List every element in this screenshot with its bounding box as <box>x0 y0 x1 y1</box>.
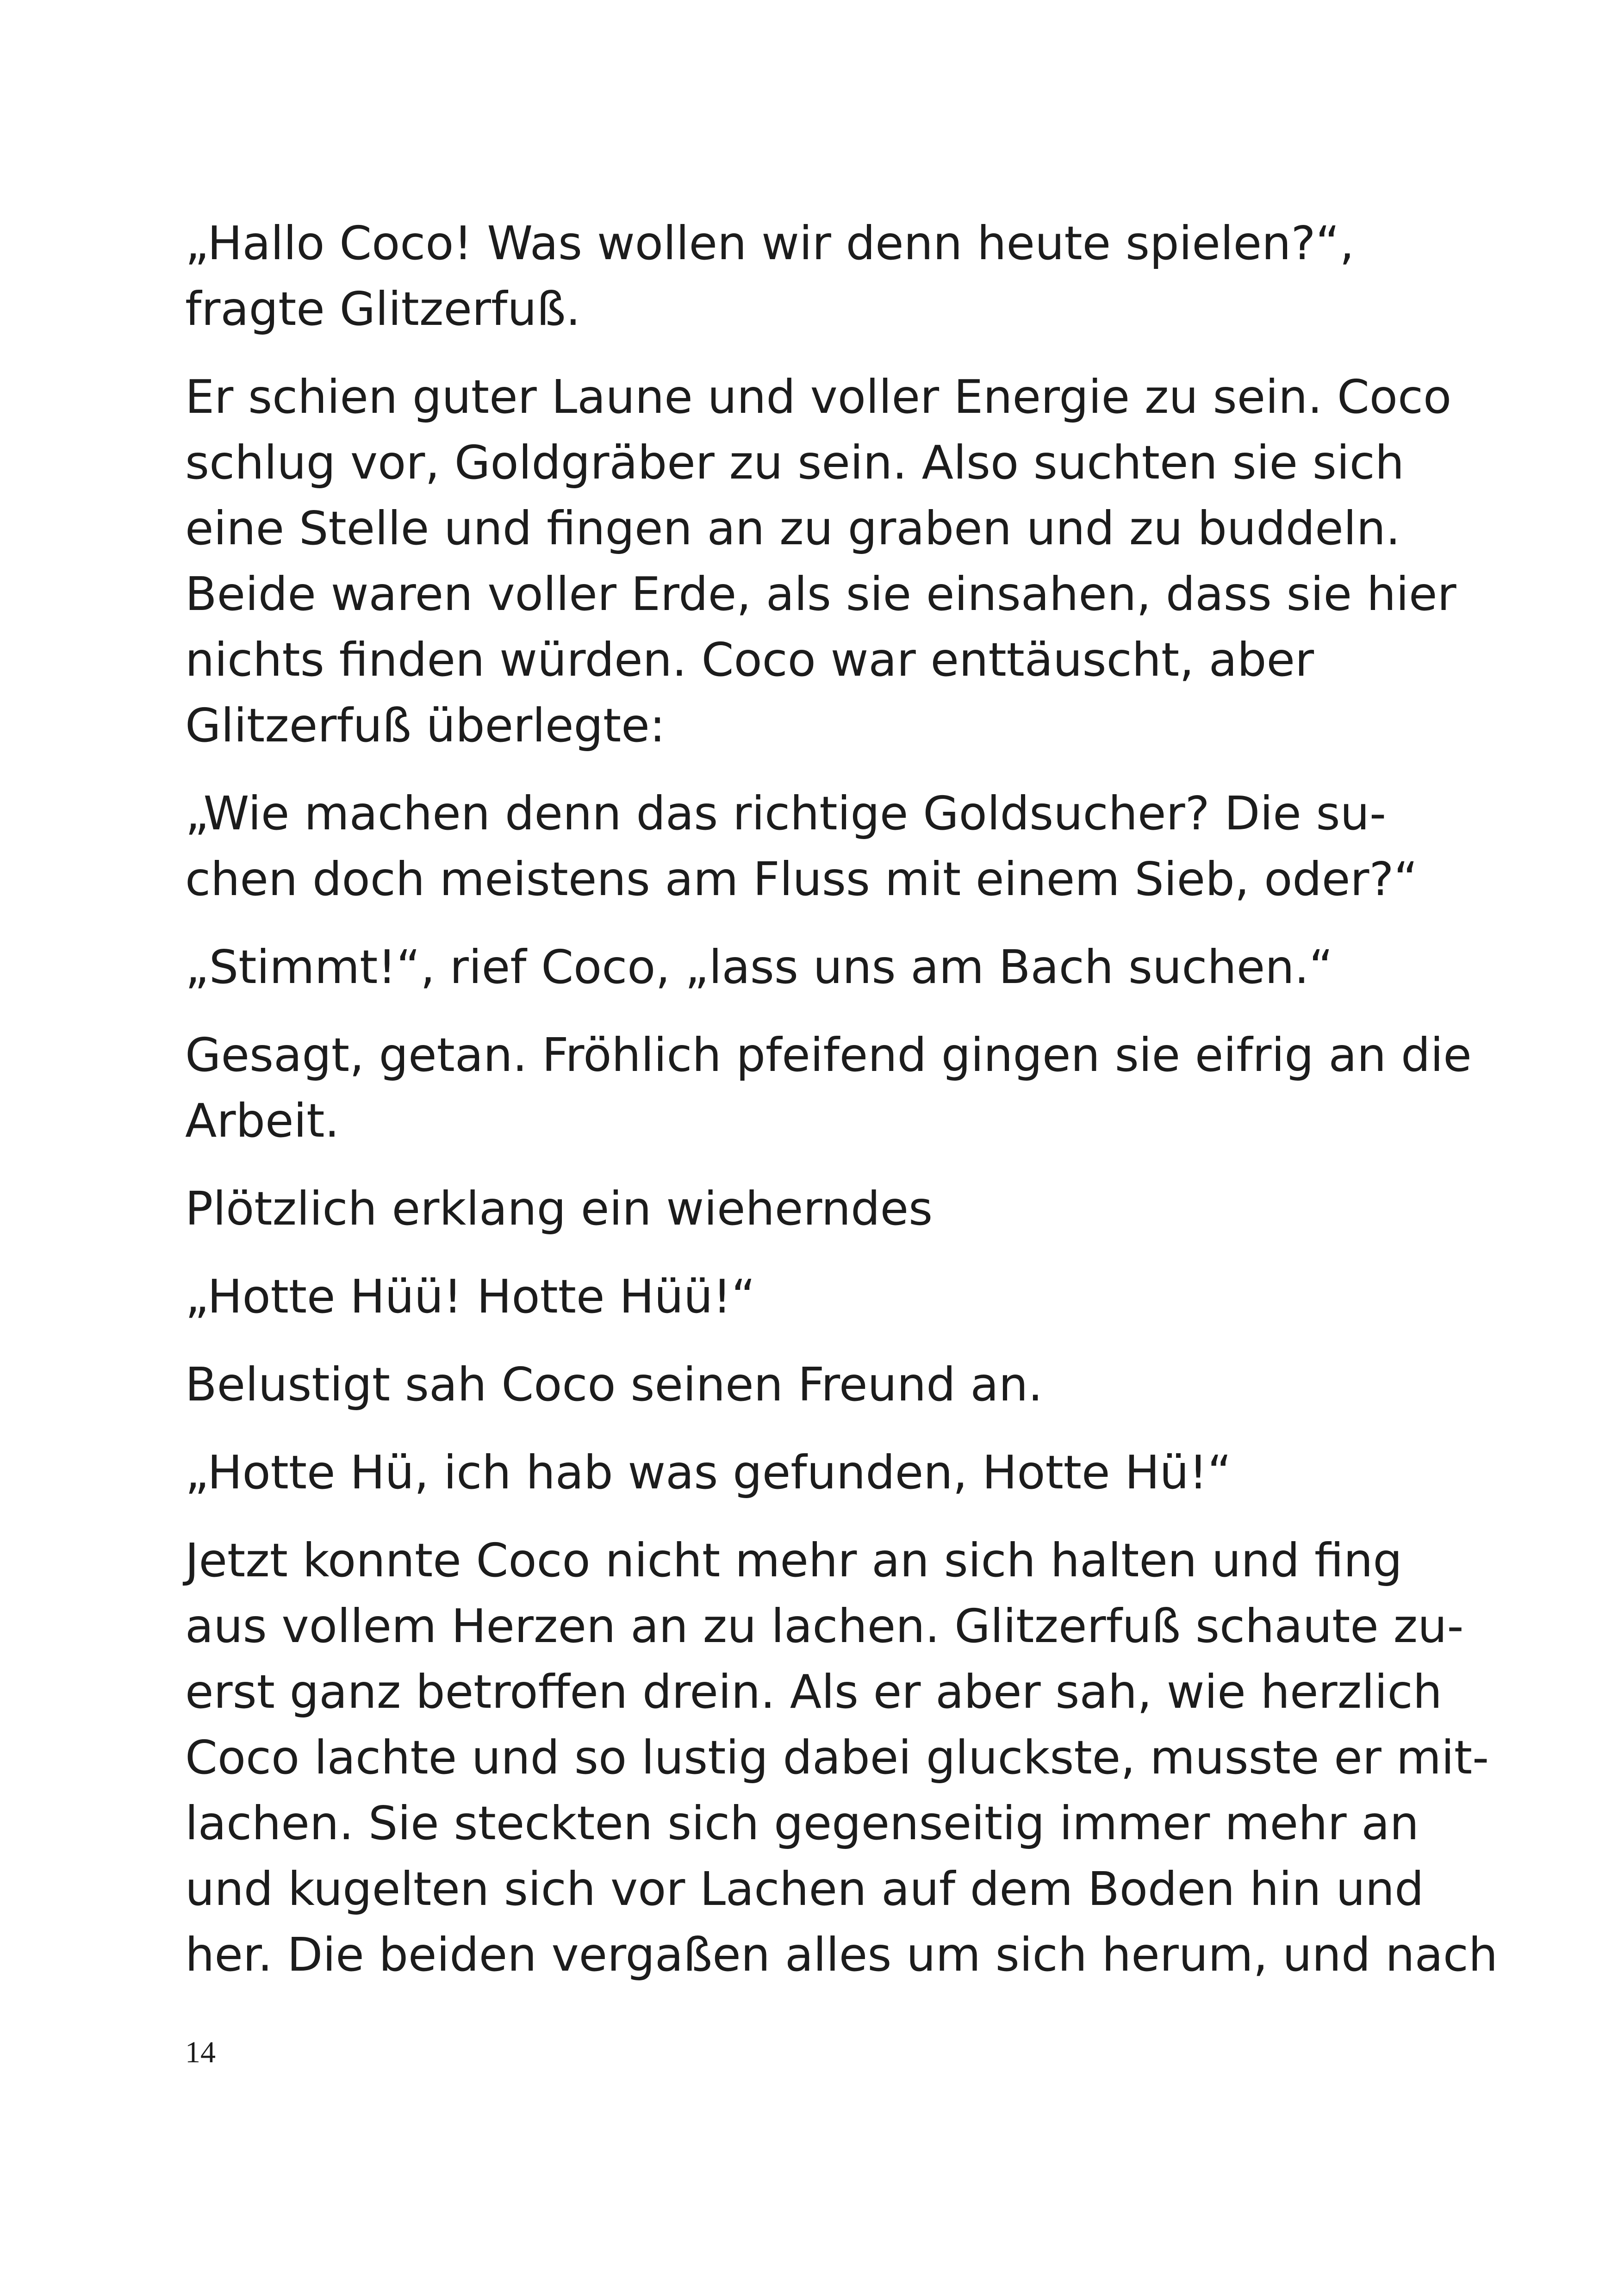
text-line: Er schien guter Laune und voller Energie zu sein. Coco <box>185 370 1452 424</box>
text-line: Glitzerfuß überlegte: <box>185 698 666 753</box>
text-line: fragte Glitzerfuß. <box>185 282 581 336</box>
text-line: Arbeit. <box>185 1094 340 1148</box>
text-line: chen doch meistens am Fluss mit einem Sieb, oder?“ <box>185 852 1418 906</box>
page-number: 14 <box>185 2035 216 2069</box>
text-line: „Hallo Coco! Was wollen wir denn heute spielen?“, <box>185 216 1355 270</box>
text-line: erst ganz betroffen drein. Als er aber sah, wie herzlich <box>185 1665 1443 1719</box>
text-line: nichts finden würden. Coco war enttäuscht, aber <box>185 633 1314 687</box>
paragraph <box>185 1352 1453 1418</box>
text-line: eine Stelle und fingen an zu graben und zu buddeln. <box>185 501 1400 555</box>
text-line: schlug vor, Goldgräber zu sein. Also suchten sie sich <box>185 436 1405 490</box>
text-line: „Stimmt!“, rief Coco, „lass uns am Bach suchen.“ <box>185 940 1333 994</box>
paragraph <box>185 1440 1453 1506</box>
text-line: Jetzt konnte Coco nicht mehr an sich halten und fing <box>185 1533 1402 1587</box>
body-text <box>185 211 1498 1988</box>
paragraph <box>185 934 1453 1000</box>
text-line: Coco lachte und so lustig dabei gluckste, musste er mit- <box>185 1730 1489 1785</box>
text-line: aus vollem Herzen an zu lachen. Glitzerfuß schaute zu- <box>185 1599 1464 1653</box>
text-line: lachen. Sie steckten sich gegenseitig immer mehr an <box>185 1796 1419 1850</box>
text-line: Beide waren voller Erde, als sie einsahen, dass sie hier <box>185 567 1456 621</box>
paragraph <box>185 211 1453 342</box>
text-line: „Hotte Hüü! Hotte Hüü!“ <box>185 1269 756 1324</box>
paragraph <box>185 364 1456 759</box>
text-line: Belustigt sah Coco seinen Freund an. <box>185 1357 1043 1412</box>
paragraph <box>185 1022 1472 1154</box>
paragraph <box>185 1264 1453 1330</box>
text-line: und kugelten sich vor Lachen auf dem Boden hin und <box>185 1862 1424 1916</box>
text-line: „Wie machen denn das richtige Goldsucher? Die su- <box>185 786 1387 840</box>
paragraph <box>185 1528 1498 1988</box>
text-line: „Hotte Hü, ich hab was gefunden, Hotte Hü!“ <box>185 1445 1232 1500</box>
text-line: Gesagt, getan. Fröhlich pfeifend gingen sie eifrig an die <box>185 1028 1472 1082</box>
paragraph <box>185 1176 1453 1242</box>
text-line: Plötzlich erklang ein wieherndes <box>185 1182 933 1236</box>
paragraph <box>185 781 1453 912</box>
text-line: her. Die beiden vergaßen alles um sich herum, und nach <box>185 1928 1498 1982</box>
